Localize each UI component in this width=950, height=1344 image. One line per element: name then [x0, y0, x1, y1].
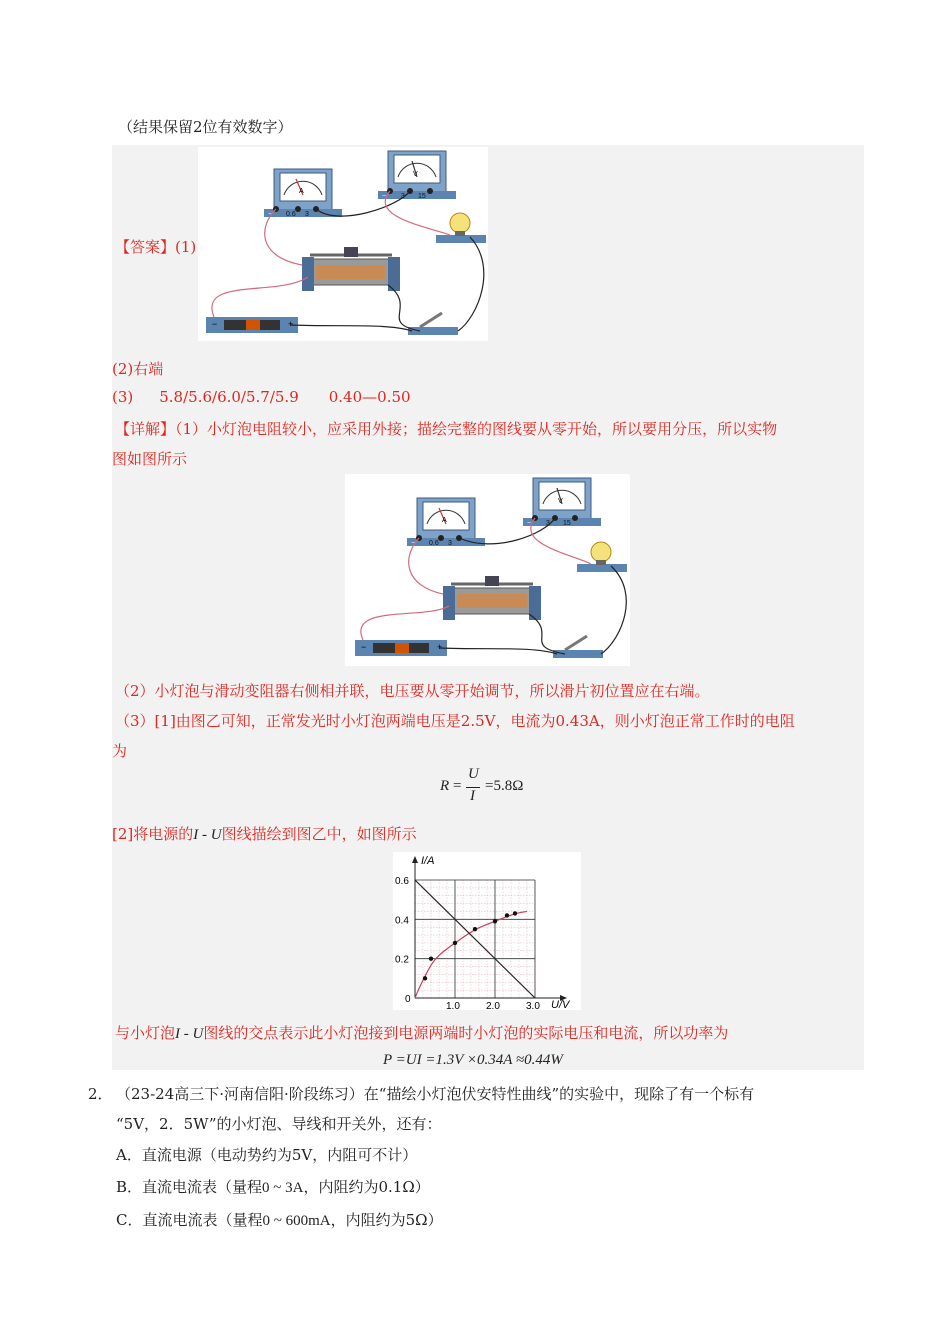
battery: [355, 640, 447, 656]
detail-p1-line1: [115, 418, 777, 439]
ammeter-scale-1: 0.6: [429, 540, 439, 547]
ammeter-symbol: A: [442, 517, 447, 524]
voltmeter-scale-2: 15: [563, 520, 571, 527]
rheostat: [443, 576, 541, 620]
detail-p4-iu: I - U: [193, 827, 222, 843]
data-point: [423, 976, 427, 980]
voltmeter-minus: −: [527, 520, 532, 527]
ammeter-minus: −: [268, 211, 273, 218]
y-tick-label: 0.4: [395, 915, 409, 927]
rheostat: [302, 247, 400, 291]
voltmeter-minus: −: [382, 193, 387, 200]
ammeter-scale-2: 3: [448, 540, 452, 547]
detail-p5-pre: 与小灯泡: [115, 1024, 176, 1042]
battery-minus: −: [361, 642, 367, 652]
ammeter: [407, 498, 485, 547]
formula-result: =5.8Ω: [485, 778, 524, 794]
detail-p5-iu: I - U: [175, 1026, 204, 1042]
y-tick-label: 0.6: [395, 876, 409, 887]
option-c-post: ，内阻约为5Ω）: [330, 1211, 443, 1229]
ammeter: [264, 169, 342, 218]
x-tick-label: 3.0: [526, 1001, 540, 1010]
iu-chart-svg: [393, 852, 581, 1010]
voltmeter-symbol: V: [413, 171, 418, 178]
formula-r-symbol: R: [440, 778, 450, 794]
circuit-figure-1: [198, 147, 488, 341]
voltmeter-symbol: V: [558, 498, 563, 505]
note-significant-figures: （结果保留2位有效数字）: [118, 118, 293, 136]
circuit-figure-2: [345, 474, 630, 666]
ammeter-scale-2: 3: [305, 211, 309, 218]
voltmeter-scale-1: 3: [401, 193, 405, 200]
voltmeter: [523, 478, 601, 527]
detail-p5-post: 图线的交点表示此小灯泡接到电源两端时小灯泡的实际电压和电流，所以功率为: [203, 1024, 729, 1042]
detail-p3-line2: 为: [112, 742, 128, 760]
data-point: [505, 913, 509, 917]
option-c-range: 0 ~ 600mA: [262, 1213, 331, 1229]
option-b-post: ，内阻约为0.1Ω）: [303, 1178, 430, 1196]
y-axis-arrow: [412, 856, 418, 863]
iu-chart: [393, 852, 581, 1010]
formula-power: P =UI =1.3V ×0.34A ≈0.44W: [383, 1052, 563, 1068]
data-point: [513, 911, 517, 915]
bulb-icon: [577, 542, 627, 572]
option-c-pre: C．直流电流表（量程: [116, 1211, 263, 1229]
voltmeter: [378, 151, 456, 200]
data-point: [453, 941, 457, 945]
option-b: [116, 1176, 430, 1197]
formula-denominator: I: [470, 788, 475, 804]
detail-p4-post: 图线描绘到图乙中，如图所示: [221, 825, 417, 843]
formula-numerator: U: [468, 766, 479, 782]
option-b-pre: B．直流电流表（量程: [116, 1178, 263, 1196]
data-point: [429, 956, 433, 960]
detail-p4: [112, 823, 417, 844]
answer-part1: [115, 236, 196, 257]
detail-p5: [115, 1022, 728, 1043]
data-point: [493, 919, 497, 923]
x-axis-label: U/V: [551, 999, 570, 1010]
answer-part3-index: (3): [112, 388, 134, 406]
formula-equals: =: [453, 778, 462, 794]
switch: [408, 313, 458, 335]
detail-p1-text: （1）小灯泡电阻较小，应采用外接；描绘完整的图线要从零开始，所以要用分压，所以实物: [175, 420, 778, 438]
answer-part2: (2)右端: [112, 360, 164, 378]
ammeter-minus: −: [411, 540, 416, 547]
question2-number: 2．: [88, 1085, 113, 1103]
source-iu-line: [415, 880, 535, 998]
detail-p1-line2: 图如图所示: [112, 450, 188, 468]
option-a: A．直流电源（电动势约为5V，内阻可不计）: [116, 1146, 418, 1164]
x-tick-label: 2.0: [486, 1001, 500, 1010]
battery-plus: +: [288, 319, 294, 329]
answer-part1-index: (1): [175, 238, 197, 256]
option-c: [116, 1209, 443, 1230]
switch: [553, 636, 603, 658]
detail-label: 【详解】: [115, 420, 176, 438]
voltmeter-scale-1: 3: [546, 520, 550, 527]
bulb-icon: [436, 213, 486, 243]
x-tick-label: 1.0: [446, 1001, 460, 1010]
circuit-diagram-2: [345, 474, 630, 666]
detail-p4-pre: [2]将电源的: [112, 825, 194, 843]
circuit-diagram-1: [198, 147, 488, 341]
detail-p2: （2）小灯泡与滑动变阻器右侧相并联，电压要从零开始调节，所以滑片初位置应在右端。: [115, 682, 710, 700]
option-b-range: 0 ~ 3A: [262, 1180, 304, 1196]
y-tick-label: 0.2: [395, 954, 409, 966]
voltmeter-scale-2: 15: [418, 193, 426, 200]
answer-label: 【答案】: [115, 238, 176, 256]
battery-plus: +: [437, 642, 443, 652]
battery-minus: −: [212, 319, 218, 329]
ammeter-scale-1: 0.6: [286, 211, 296, 218]
detail-p3-line1: （3）[1]由图乙可知，正常发光时小灯泡两端电压是2.5V，电流为0.43A，则小灯泡正常工作时的电阻: [115, 712, 795, 730]
answer-part3: [112, 388, 411, 406]
data-point: [473, 927, 477, 931]
answer-part3-values-b: 0.40—0.50: [328, 388, 411, 406]
question2-line2: “5V，2．5W”的小灯泡、导线和开关外，还有：: [116, 1115, 442, 1133]
origin-label: 0: [405, 994, 411, 1005]
question2-line1: （23-24高三下·河南信阳·阶段练习）在“描绘小灯泡伏安特性曲线”的实验中，现除了有一个标有: [116, 1085, 755, 1103]
answer-part3-values-a: 5.8/5.6/6.0/5.7/5.9: [159, 388, 299, 406]
ammeter-symbol: A: [299, 188, 304, 195]
y-axis-label: I/A: [421, 855, 435, 867]
battery: [206, 317, 298, 333]
